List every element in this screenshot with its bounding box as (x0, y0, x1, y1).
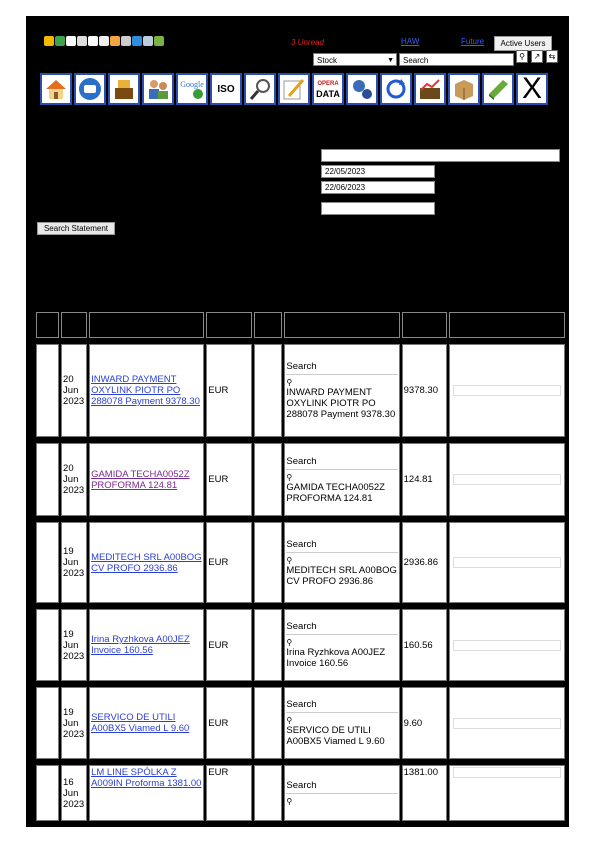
description-cell (89, 687, 204, 759)
globe-icon[interactable] (55, 36, 65, 46)
search-icon[interactable]: ⚲ (286, 555, 293, 565)
chart-icon[interactable] (110, 36, 120, 46)
quick-icons (44, 36, 164, 46)
select-cell[interactable] (36, 687, 59, 759)
account-field[interactable] (321, 149, 560, 162)
book-icon[interactable] (482, 73, 514, 105)
table-row (36, 765, 565, 821)
header-cell (254, 312, 282, 338)
blank-cell (254, 443, 282, 516)
unread-count[interactable]: 3 Unread (291, 38, 324, 47)
currency-cell: EUR (206, 609, 252, 681)
search-cell (284, 609, 399, 681)
users-icon[interactable] (142, 73, 174, 105)
search-label: Search (286, 780, 397, 794)
transaction-link[interactable]: Irina Ryzhkova A00JEZ Invoice 160.56 (91, 634, 190, 656)
match-input[interactable] (453, 640, 561, 651)
header-cell (36, 312, 59, 338)
search-text: SERVICO DE UTILI A00BX5 Viamed L 9.60 (286, 725, 385, 747)
header-cell (89, 312, 204, 338)
amount-cell: 9.60 (402, 687, 447, 759)
chevron-down-icon: ▼ (387, 57, 394, 64)
close-label: X (521, 73, 542, 105)
blank-cell (254, 344, 282, 437)
table-header-row (36, 312, 565, 338)
active-users-button[interactable]: Active Users (494, 36, 552, 51)
search-label: Search (286, 699, 397, 713)
search-cell (284, 443, 399, 516)
description-cell (89, 522, 204, 603)
date-cell: 19 Jun 2023 (61, 687, 87, 759)
amount-cell: 9378.30 (402, 344, 447, 437)
amount-cell: 124.81 (402, 443, 447, 516)
currency-cell: EUR (206, 443, 252, 516)
blank-cell (254, 609, 282, 681)
currency-cell: EUR (206, 522, 252, 603)
search-text: Irina Ryzhkova A00JEZ Invoice 160.56 (286, 647, 386, 669)
amount-cell: 2936.86 (402, 522, 447, 603)
match-cell (449, 687, 565, 759)
date-cell: 20 Jun 2023 (61, 443, 87, 516)
match-input[interactable] (453, 718, 561, 729)
search-icon[interactable]: ⚲ (286, 638, 293, 647)
transaction-link[interactable]: MEDITECH SRL A00BOG CV PROFO 2936.86 (91, 551, 202, 574)
search-statement-button[interactable]: Search Statement (37, 222, 115, 235)
google-label: Google (180, 79, 204, 89)
match-input[interactable] (453, 385, 561, 396)
select-cell[interactable] (36, 765, 59, 821)
home-icon[interactable] (40, 73, 72, 105)
haw-link[interactable]: HAW (401, 37, 420, 46)
table-row (36, 443, 565, 516)
search-label: Search (286, 539, 397, 553)
future-link[interactable]: Future (461, 37, 485, 46)
table-row (36, 344, 565, 437)
google-icon[interactable] (176, 73, 208, 105)
data-label: DATA (316, 89, 340, 99)
search-text: INWARD PAYMENT OXYLINK PIOTR PO 288078 Payment 9378.30 (286, 387, 396, 420)
search-icon[interactable]: ⚲ (516, 50, 528, 63)
match-cell (449, 609, 565, 681)
currency-cell: EUR (206, 344, 252, 437)
top-search-input[interactable]: Search (399, 53, 514, 66)
gear-icon[interactable] (77, 36, 87, 46)
refresh-icon[interactable] (380, 73, 412, 105)
match-cell (449, 765, 565, 821)
header-cell (402, 312, 447, 338)
date-cell: 19 Jun 2023 (61, 609, 87, 681)
stock-select-value: Stock (317, 56, 338, 65)
magnifier-icon[interactable] (244, 73, 276, 105)
match-input[interactable] (453, 767, 561, 778)
select-cell[interactable] (36, 344, 59, 437)
select-cell[interactable] (36, 443, 59, 516)
transaction-link[interactable]: INWARD PAYMENT OXYLINK PIOTR PO 288078 Payment 9378.30 (91, 374, 200, 407)
package-icon[interactable] (448, 73, 480, 105)
search-label: Search (286, 621, 397, 635)
blank-cell (254, 522, 282, 603)
date-cell: 19 Jun 2023 (61, 522, 87, 603)
phone-icon[interactable] (74, 73, 106, 105)
select-cell[interactable] (36, 522, 59, 603)
statement-table (34, 310, 567, 823)
blank-cell (254, 687, 282, 759)
header-cell (61, 312, 87, 338)
header-cell (284, 312, 399, 338)
external-link-icon[interactable]: ↗ (531, 50, 543, 63)
transaction-link[interactable]: LM LINE SPÓLKA Z A009IN Proforma 1381.00 (91, 767, 202, 789)
select-cell[interactable] (36, 609, 59, 681)
date-cell: 20 Jun 2023 (61, 344, 87, 437)
search-text: GAMIDA TECHA0052Z PROFORMA 124.81 (286, 481, 385, 504)
opera-data-icon[interactable] (312, 73, 344, 105)
search-icon[interactable]: ⚲ (286, 378, 293, 387)
amount-cell: 160.56 (402, 609, 447, 681)
cart-icon[interactable] (154, 36, 164, 46)
star-icon[interactable] (44, 36, 54, 46)
match-cell (449, 443, 565, 516)
opera-label: OPERA (317, 81, 339, 87)
gears-icon[interactable] (346, 73, 378, 105)
reference-field[interactable] (321, 202, 435, 215)
header-cell (449, 312, 565, 338)
search-cell (284, 687, 399, 759)
search-cell (284, 344, 399, 437)
blank-cell (254, 765, 282, 821)
calendar-icon[interactable] (99, 36, 109, 46)
translate-icon[interactable]: ⇆ (546, 50, 558, 63)
description-cell (89, 344, 204, 437)
search-icon[interactable]: ⚲ (286, 797, 293, 806)
search-icon[interactable]: ⚲ (286, 472, 293, 482)
stock-select[interactable] (313, 53, 397, 66)
tools-icon[interactable] (121, 36, 131, 46)
doc-icon[interactable] (88, 36, 98, 46)
to-date-field[interactable]: 22/06/2023 (321, 181, 435, 194)
search-label: Search (286, 361, 397, 375)
edit-icon[interactable] (66, 36, 76, 46)
match-cell (449, 522, 565, 603)
close-icon[interactable] (516, 73, 548, 105)
match-input[interactable] (453, 474, 561, 485)
search-text: MEDITECH SRL A00BOG CV PROFO 2936.86 (286, 564, 397, 587)
currency-cell: EUR (206, 765, 252, 821)
search-cell (284, 765, 399, 821)
iso-label: ISO (217, 83, 235, 95)
earth-icon[interactable] (132, 36, 142, 46)
transaction-link[interactable]: SERVICO DE UTILI A00BX5 Viamed L 9.60 (91, 712, 190, 734)
search-icon[interactable]: ⚲ (286, 716, 293, 725)
header-cell (206, 312, 252, 338)
pencil-icon[interactable] (278, 73, 310, 105)
chart-icon[interactable] (414, 73, 446, 105)
table-row (36, 522, 565, 603)
image-icon[interactable] (143, 36, 153, 46)
search-label: Search (286, 456, 397, 470)
google-badge-icon (193, 89, 203, 99)
transaction-link[interactable]: GAMIDA TECHA0052Z PROFORMA 124.81 (91, 468, 190, 491)
table-row (36, 609, 565, 681)
from-date-field[interactable]: 22/05/2023 (321, 165, 435, 178)
cash-register-icon[interactable] (108, 73, 140, 105)
table-row (36, 687, 565, 759)
iso-icon[interactable] (210, 73, 242, 105)
match-input[interactable] (453, 557, 561, 568)
amount-cell: 1381.00 (402, 765, 447, 821)
match-cell (449, 344, 565, 437)
search-cell (284, 522, 399, 603)
date-cell: 16 Jun 2023 (61, 765, 87, 821)
description-cell (89, 443, 204, 516)
main-toolbar (40, 73, 548, 105)
description-cell (89, 609, 204, 681)
currency-cell: EUR (206, 687, 252, 759)
description-cell (89, 765, 204, 821)
